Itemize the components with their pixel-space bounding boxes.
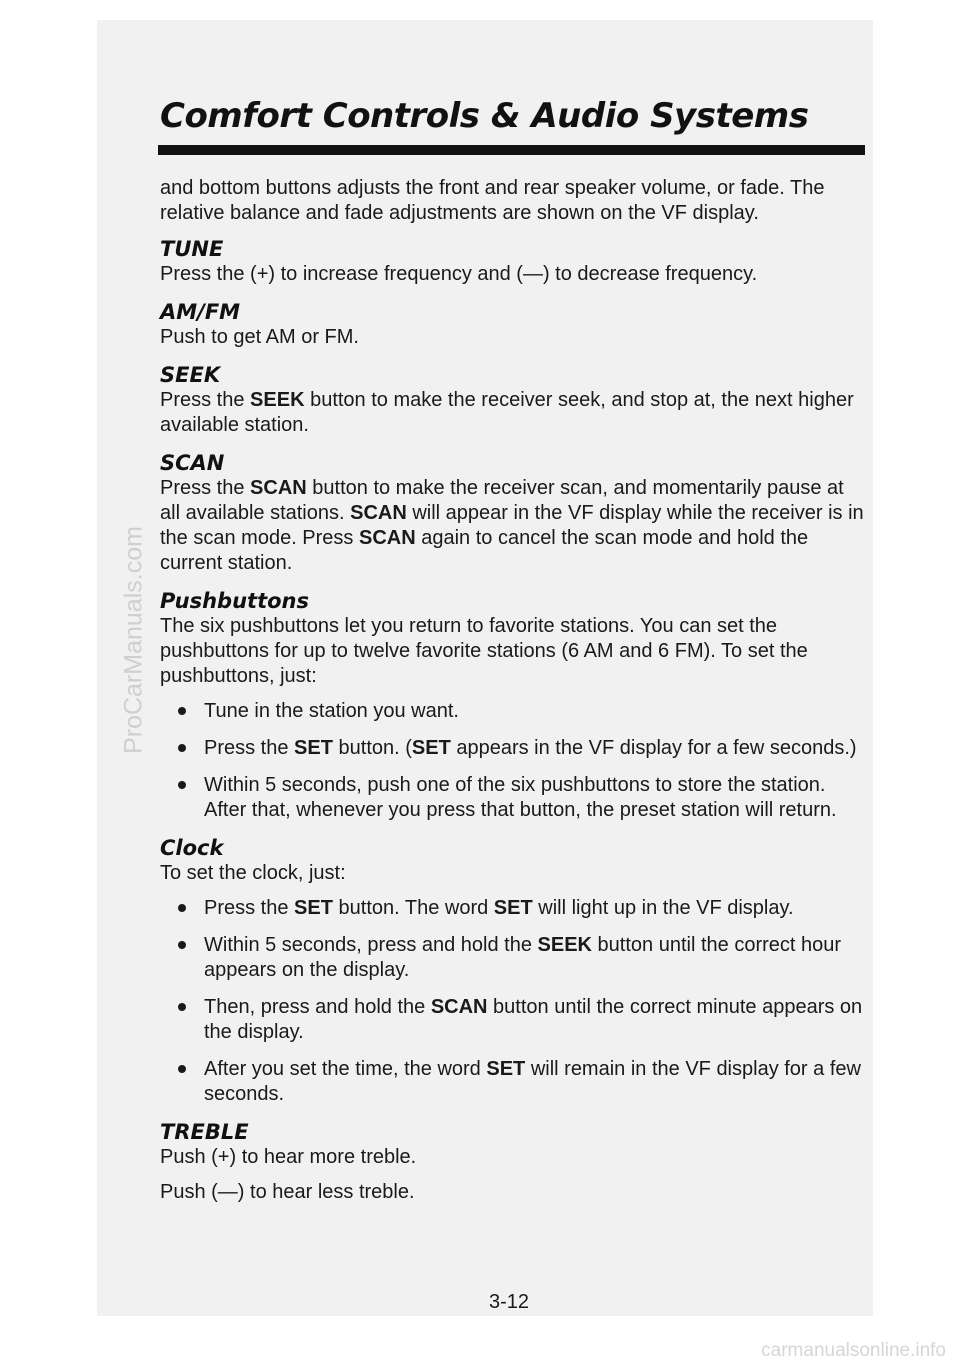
bullet-icon	[178, 1003, 186, 1011]
list-item: Press the SET button. (SET appears in the VF display for a few seconds.)	[204, 736, 865, 761]
section-heading-amfm: AM/FM	[160, 300, 241, 324]
bullet-icon	[178, 904, 186, 912]
amfm-paragraph: Push to get AM or FM.	[160, 326, 359, 348]
section-heading-scan: SCAN	[160, 451, 225, 475]
page-number: 3-12	[488, 1291, 530, 1313]
list-item: After you set the time, the word SET will remain in the VF display for a few seconds.	[204, 1057, 865, 1107]
treble-paragraph-less: Push (—) to hear less treble.	[160, 1181, 415, 1203]
page-title: Comfort Controls & Audio Systems	[160, 96, 809, 136]
tune-paragraph: Press the (+) to increase frequency and (—) to decrease frequency.	[160, 263, 758, 285]
clock-bullet-list	[160, 896, 865, 1107]
treble-paragraph-more: Push (+) to hear more treble.	[160, 1146, 417, 1168]
clock-paragraph: To set the clock, just:	[160, 862, 346, 884]
section-heading-tune: TUNE	[160, 237, 224, 261]
pushbuttons-bullet-list	[160, 699, 865, 823]
bullet-icon	[178, 941, 186, 949]
section-heading-clock: Clock	[160, 836, 224, 860]
watermark-side: ProCarManuals.com	[119, 526, 148, 754]
section-heading-seek: SEEK	[160, 363, 221, 387]
list-item: Press the SET button. The word SET will light up in the VF display.	[204, 896, 865, 921]
scan-paragraph: Press the SCAN button to make the receiver scan, and momentarily pause at all available stations. SCAN will appear in the VF display while the receiver is in the scan mode. Press SCAN again to cancel the scan mode and hold the current station.	[160, 477, 864, 574]
page-content	[160, 176, 865, 1205]
bullet-icon	[178, 781, 186, 789]
section-heading-pushbuttons: Pushbuttons	[160, 589, 309, 613]
watermark-bottom: carmanualsonline.info	[761, 1340, 946, 1361]
list-item: Within 5 seconds, press and hold the SEEK button until the correct hour appears on the display.	[204, 933, 865, 983]
bullet-icon	[178, 1065, 186, 1073]
seek-paragraph: Press the SEEK button to make the receiver seek, and stop at, the next higher available station.	[160, 389, 854, 436]
title-rule	[158, 145, 865, 155]
intro-paragraph: and bottom buttons adjusts the front and rear speaker volume, or fade. The relative balance and fade adjustments are shown on the VF display.	[160, 177, 825, 224]
bullet-icon	[178, 707, 186, 715]
list-item: Tune in the station you want.	[204, 699, 865, 724]
pushbuttons-paragraph: The six pushbuttons let you return to favorite stations. You can set the pushbuttons for up to twelve favorite stations (6 AM and 6 FM). To set the pushbuttons, just:	[160, 615, 808, 687]
list-item: Within 5 seconds, push one of the six pushbuttons to store the station. After that, whenever you press that button, the preset station will return.	[204, 773, 865, 823]
bullet-icon	[178, 744, 186, 752]
section-heading-treble: TREBLE	[160, 1120, 249, 1144]
list-item: Then, press and hold the SCAN button until the correct minute appears on the display.	[204, 995, 865, 1045]
